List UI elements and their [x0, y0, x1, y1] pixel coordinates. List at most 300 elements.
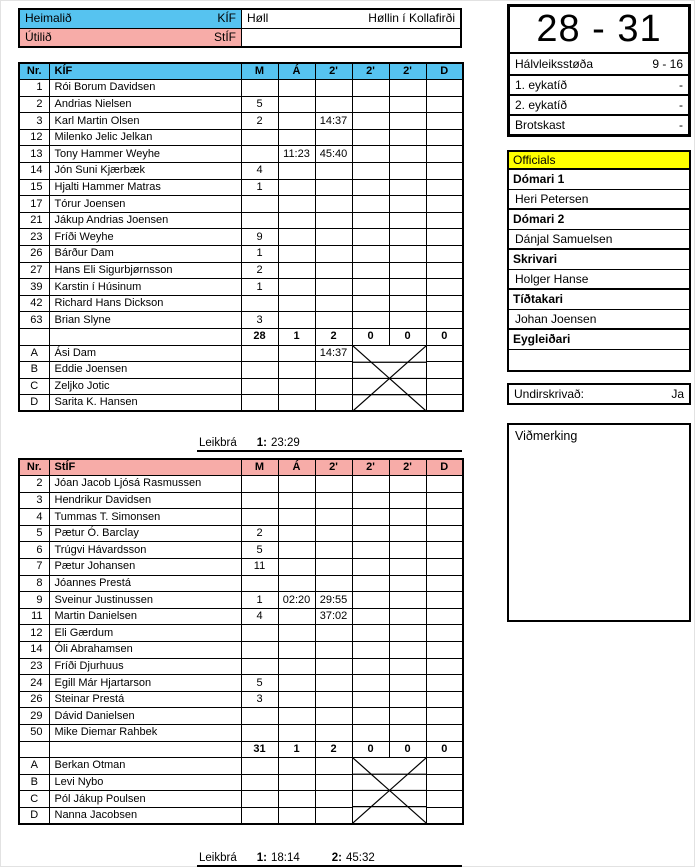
stat-cell: 4: [241, 163, 278, 180]
remarks-box: [507, 423, 691, 622]
overtime1-label: 1. eykatíð: [515, 78, 568, 92]
stat-cell: [426, 725, 463, 742]
halftime-score-row: [510, 54, 688, 74]
stat-cell: [352, 312, 389, 329]
column-header: 2': [389, 459, 426, 476]
player-number-cell: 15: [19, 179, 49, 196]
stat-cell: [389, 625, 426, 642]
stat-cell: [389, 80, 426, 97]
stat-cell: 1: [241, 179, 278, 196]
stat-cell: [278, 642, 315, 659]
penalty-throws-label: Brotskast: [515, 118, 566, 132]
crossed-out-region: [352, 758, 426, 824]
stat-cell: [315, 807, 352, 824]
column-header: 2': [352, 63, 389, 80]
stat-cell: [315, 525, 352, 542]
crossed-out-region: [352, 345, 426, 411]
stat-cell: [389, 658, 426, 675]
player-name-cell: Egill Már Hjartarson: [49, 675, 241, 692]
leikbra-key: 1:: [256, 437, 267, 449]
totals-value-cell: 0: [352, 329, 389, 346]
stat-cell: [389, 542, 426, 559]
player-name-cell: Hjalti Hammer Matras: [49, 179, 241, 196]
stat-cell: 9: [241, 229, 278, 246]
stat-cell: [278, 279, 315, 296]
stat-cell: [352, 559, 389, 576]
stat-cell: [389, 312, 426, 329]
stat-cell: [315, 708, 352, 725]
stat-cell: [278, 163, 315, 180]
stat-cell: [241, 345, 278, 362]
player-number-cell: 39: [19, 279, 49, 296]
stat-cell: [352, 212, 389, 229]
player-name-cell: Jóannes Prestá: [49, 575, 241, 592]
referee2-name: Dánjal Samuelsen: [509, 230, 689, 250]
player-number-cell: 14: [19, 163, 49, 180]
player-row: [19, 675, 463, 692]
stat-cell: [426, 658, 463, 675]
player-row: [19, 196, 463, 213]
stat-cell: [352, 229, 389, 246]
player-row: [19, 163, 463, 180]
player-number-cell: 1: [19, 80, 49, 97]
stat-cell: [278, 212, 315, 229]
stat-cell: 4: [241, 608, 278, 625]
stat-cell: [315, 509, 352, 526]
stat-cell: [426, 345, 463, 362]
stat-cell: 2: [241, 262, 278, 279]
stat-cell: [352, 625, 389, 642]
leikbra-value: 23:29: [270, 437, 300, 449]
stat-cell: [352, 179, 389, 196]
player-name-cell: Óli Abrahamsen: [49, 642, 241, 659]
player-name-cell: Milenko Jelic Jelkan: [49, 129, 241, 146]
totals-value-cell: 28: [241, 329, 278, 346]
final-score: 28 - 31: [510, 7, 688, 54]
team-name-header: StÍF: [49, 459, 241, 476]
column-header: M: [241, 459, 278, 476]
totals-value-cell: 0: [389, 329, 426, 346]
stat-cell: [352, 129, 389, 146]
stat-cell: [389, 492, 426, 509]
official-letter-cell: C: [19, 791, 49, 808]
stat-cell: [241, 196, 278, 213]
totals-value-cell: 2: [315, 329, 352, 346]
player-number-cell: 8: [19, 575, 49, 592]
player-number-cell: 24: [19, 675, 49, 692]
player-name-cell: Mike Diemar Rahbek: [49, 725, 241, 742]
stat-cell: [389, 691, 426, 708]
player-row: [19, 725, 463, 742]
stat-cell: [352, 476, 389, 493]
stat-cell: [352, 642, 389, 659]
stat-cell: [278, 758, 315, 775]
stat-cell: [426, 312, 463, 329]
venue-label: Høll: [247, 11, 269, 25]
stat-cell: [426, 395, 463, 412]
player-row: [19, 476, 463, 493]
stat-cell: [278, 791, 315, 808]
stat-cell: [352, 196, 389, 213]
stat-cell: [426, 492, 463, 509]
stat-cell: [352, 146, 389, 163]
team-official-row: [19, 345, 463, 362]
column-header: D: [426, 459, 463, 476]
player-row: [19, 80, 463, 97]
totals-empty-cell: [19, 329, 49, 346]
stat-cell: [241, 129, 278, 146]
stat-cell: [278, 774, 315, 791]
totals-value-cell: 0: [426, 329, 463, 346]
stat-cell: [241, 295, 278, 312]
stat-cell: [278, 542, 315, 559]
leikbra-entry: [332, 852, 375, 865]
stat-cell: [315, 212, 352, 229]
stat-cell: [278, 345, 315, 362]
home-team-name: KÍF: [217, 11, 236, 25]
stat-cell: [352, 246, 389, 263]
column-header: D: [426, 63, 463, 80]
stat-cell: [426, 791, 463, 808]
stat-cell: [389, 246, 426, 263]
stat-cell: [278, 262, 315, 279]
away-team-row: [20, 28, 460, 46]
player-name-cell: Tony Hammer Weyhe: [49, 146, 241, 163]
stat-cell: [315, 312, 352, 329]
totals-empty-cell: [49, 741, 241, 758]
totals-empty-cell: [19, 741, 49, 758]
stat-cell: [278, 113, 315, 130]
stat-cell: [389, 96, 426, 113]
stat-cell: [241, 774, 278, 791]
leikbra-entry: [257, 852, 300, 865]
player-number-cell: 12: [19, 625, 49, 642]
player-row: [19, 509, 463, 526]
timekeeper-label: Tíðtakari: [509, 290, 689, 310]
stat-cell: [389, 212, 426, 229]
player-name-cell: Tórur Joensen: [49, 196, 241, 213]
stat-cell: [352, 691, 389, 708]
leikbra-entry: [257, 437, 300, 450]
stat-cell: 37:02: [315, 608, 352, 625]
player-number-cell: 42: [19, 295, 49, 312]
stat-cell: [426, 212, 463, 229]
stat-cell: [389, 129, 426, 146]
player-row: [19, 625, 463, 642]
stat-cell: [241, 791, 278, 808]
player-number-cell: 5: [19, 525, 49, 542]
stat-cell: [241, 725, 278, 742]
away-roster: [18, 458, 464, 825]
player-number-cell: 11: [19, 608, 49, 625]
player-name-cell: Andrias Nielsen: [49, 96, 241, 113]
stat-cell: [426, 608, 463, 625]
stat-cell: [389, 196, 426, 213]
stat-cell: [426, 642, 463, 659]
stat-cell: [315, 675, 352, 692]
stat-cell: [426, 758, 463, 775]
official-letter-cell: D: [19, 395, 49, 412]
stat-cell: [315, 229, 352, 246]
official-name-cell: Sarita K. Hansen: [49, 395, 241, 412]
stat-cell: [426, 378, 463, 395]
stat-cell: [241, 362, 278, 379]
home-team-row: [20, 10, 460, 28]
official-name-cell: Berkan Otman: [49, 758, 241, 775]
official-name-cell: Eddie Joensen: [49, 362, 241, 379]
stat-cell: [389, 262, 426, 279]
stat-cell: [278, 492, 315, 509]
stat-cell: [278, 509, 315, 526]
stat-cell: [241, 642, 278, 659]
player-number-cell: 6: [19, 542, 49, 559]
totals-value-cell: 2: [315, 741, 352, 758]
leikbra-label: Leikbrá: [199, 852, 237, 864]
stat-cell: [426, 246, 463, 263]
stat-cell: [352, 525, 389, 542]
stat-cell: [389, 575, 426, 592]
stat-cell: [315, 791, 352, 808]
leikbra-value: 18:14: [270, 852, 300, 864]
stat-cell: [278, 229, 315, 246]
official-name-cell: Levi Nybo: [49, 774, 241, 791]
player-number-cell: 26: [19, 691, 49, 708]
stat-cell: 14:37: [315, 113, 352, 130]
stat-cell: [352, 492, 389, 509]
stat-cell: [278, 129, 315, 146]
stat-cell: 45:40: [315, 146, 352, 163]
officials-panel: [507, 150, 691, 372]
stat-cell: [278, 559, 315, 576]
stat-cell: [389, 509, 426, 526]
stat-cell: [352, 96, 389, 113]
stat-cell: [315, 163, 352, 180]
leikbra-value: 45:32: [345, 852, 375, 864]
stat-cell: [389, 113, 426, 130]
stat-cell: 5: [241, 675, 278, 692]
player-name-cell: Hendrikur Davidsen: [49, 492, 241, 509]
stat-cell: [241, 378, 278, 395]
stat-cell: 2: [241, 113, 278, 130]
stat-cell: [315, 476, 352, 493]
stat-cell: [315, 395, 352, 412]
penalty-throws-value: -: [679, 118, 683, 132]
player-row: [19, 559, 463, 576]
observer-name: [509, 350, 689, 370]
player-row: [19, 525, 463, 542]
stat-cell: [278, 608, 315, 625]
stat-cell: [278, 196, 315, 213]
column-header: 2': [315, 63, 352, 80]
stat-cell: [315, 658, 352, 675]
stat-cell: [278, 525, 315, 542]
signed-box: [507, 383, 691, 405]
player-row: [19, 658, 463, 675]
stat-cell: [315, 246, 352, 263]
stat-cell: [315, 575, 352, 592]
team-header-box: [18, 8, 462, 48]
player-number-cell: 3: [19, 113, 49, 130]
stat-cell: [315, 642, 352, 659]
stat-cell: [241, 476, 278, 493]
stat-cell: [352, 708, 389, 725]
stat-cell: [389, 525, 426, 542]
player-row: [19, 212, 463, 229]
player-name-cell: Karl Martin Olsen: [49, 113, 241, 130]
player-row: [19, 262, 463, 279]
totals-value-cell: 0: [426, 741, 463, 758]
referee1-name: Heri Petersen: [509, 190, 689, 210]
player-number-cell: 17: [19, 196, 49, 213]
player-name-cell: Brian Slyne: [49, 312, 241, 329]
stat-cell: [315, 725, 352, 742]
team-name-header: KÍF: [49, 63, 241, 80]
signed-label: Undirskrivað:: [514, 387, 585, 401]
player-name-cell: Richard Hans Dickson: [49, 295, 241, 312]
stat-cell: [278, 708, 315, 725]
overtime2-value: -: [679, 98, 683, 112]
official-name-cell: Pól Jákup Poulsen: [49, 791, 241, 808]
secretary-name: Holger Hanse: [509, 270, 689, 290]
overtime2-row: [510, 94, 688, 114]
totals-value-cell: 1: [278, 329, 315, 346]
stat-cell: [426, 774, 463, 791]
player-number-cell: 2: [19, 476, 49, 493]
column-header: M: [241, 63, 278, 80]
totals-row: [19, 329, 463, 346]
official-name-cell: Nanna Jacobsen: [49, 807, 241, 824]
player-number-cell: 63: [19, 312, 49, 329]
totals-value-cell: 0: [352, 741, 389, 758]
remarks-label: Viðmerking: [515, 429, 578, 443]
player-row: [19, 608, 463, 625]
official-letter-cell: B: [19, 774, 49, 791]
column-header: 2': [315, 459, 352, 476]
timekeeper-name: Johan Joensen: [509, 310, 689, 330]
stat-cell: [352, 675, 389, 692]
player-row: [19, 312, 463, 329]
stat-cell: [352, 113, 389, 130]
player-name-cell: Sveinur Justinussen: [49, 592, 241, 609]
halftime-label: Hálvleiksstøða: [515, 57, 594, 71]
roster-header-row: [19, 459, 463, 476]
player-number-cell: 3: [19, 492, 49, 509]
stat-cell: 11:23: [278, 146, 315, 163]
home-label: Heimalið: [25, 11, 72, 25]
stat-cell: [426, 146, 463, 163]
player-row: [19, 246, 463, 263]
stat-cell: [352, 542, 389, 559]
column-header: Á: [278, 459, 315, 476]
team-official-row: [19, 758, 463, 775]
totals-value-cell: 1: [278, 741, 315, 758]
stat-cell: [278, 675, 315, 692]
player-name-cell: Trúgvi Hávardsson: [49, 542, 241, 559]
player-number-cell: 26: [19, 246, 49, 263]
stat-cell: [389, 163, 426, 180]
stat-cell: [278, 476, 315, 493]
stat-cell: [426, 625, 463, 642]
stat-cell: [389, 146, 426, 163]
stat-cell: [389, 179, 426, 196]
home-roster-table: [18, 62, 462, 412]
penalty-throws-row: [510, 114, 688, 134]
stat-cell: [352, 80, 389, 97]
player-row: [19, 592, 463, 609]
venue-cell-empty: [242, 29, 460, 46]
overtime1-row: [510, 74, 688, 94]
stat-cell: [352, 608, 389, 625]
totals-row: [19, 741, 463, 758]
stat-cell: [278, 295, 315, 312]
signed-value: Ja: [671, 387, 684, 401]
stat-cell: [426, 96, 463, 113]
stat-cell: [389, 725, 426, 742]
stat-cell: [315, 492, 352, 509]
official-letter-cell: A: [19, 758, 49, 775]
stat-cell: [426, 542, 463, 559]
stat-cell: [278, 575, 315, 592]
referee2-label: Dómari 2: [509, 210, 689, 230]
stat-cell: [426, 179, 463, 196]
x-cross-icon: [353, 346, 426, 411]
official-letter-cell: B: [19, 362, 49, 379]
stat-cell: [389, 279, 426, 296]
stat-cell: 14:37: [315, 345, 352, 362]
referee1-label: Dómari 1: [509, 170, 689, 190]
stat-cell: [389, 295, 426, 312]
stat-cell: [426, 129, 463, 146]
home-team-cell: [20, 10, 242, 28]
player-number-cell: 7: [19, 559, 49, 576]
player-number-cell: 2: [19, 96, 49, 113]
stat-cell: 11: [241, 559, 278, 576]
stat-cell: [241, 146, 278, 163]
player-number-cell: 23: [19, 658, 49, 675]
stat-cell: 1: [241, 246, 278, 263]
stat-cell: [389, 642, 426, 659]
overtime1-value: -: [679, 78, 683, 92]
column-header: 2': [352, 459, 389, 476]
stat-cell: 3: [241, 691, 278, 708]
stat-cell: 29:55: [315, 592, 352, 609]
stat-cell: [426, 559, 463, 576]
player-row: [19, 295, 463, 312]
stat-cell: [315, 378, 352, 395]
stat-cell: [241, 625, 278, 642]
stat-cell: 5: [241, 542, 278, 559]
player-name-cell: Pætur Ó. Barclay: [49, 525, 241, 542]
stat-cell: [278, 691, 315, 708]
column-header: Á: [278, 63, 315, 80]
stat-cell: [389, 476, 426, 493]
stat-cell: [315, 279, 352, 296]
stat-cell: [352, 295, 389, 312]
player-number-cell: 14: [19, 642, 49, 659]
player-row: [19, 279, 463, 296]
stat-cell: 3: [241, 312, 278, 329]
column-header: Nr.: [19, 459, 49, 476]
stat-cell: [278, 658, 315, 675]
stat-cell: [426, 708, 463, 725]
stat-cell: [315, 758, 352, 775]
stat-cell: [352, 725, 389, 742]
official-name-cell: Ási Dam: [49, 345, 241, 362]
player-row: [19, 96, 463, 113]
overtime2-label: 2. eykatíð: [515, 98, 568, 112]
score-box: [507, 4, 691, 137]
player-row: [19, 113, 463, 130]
